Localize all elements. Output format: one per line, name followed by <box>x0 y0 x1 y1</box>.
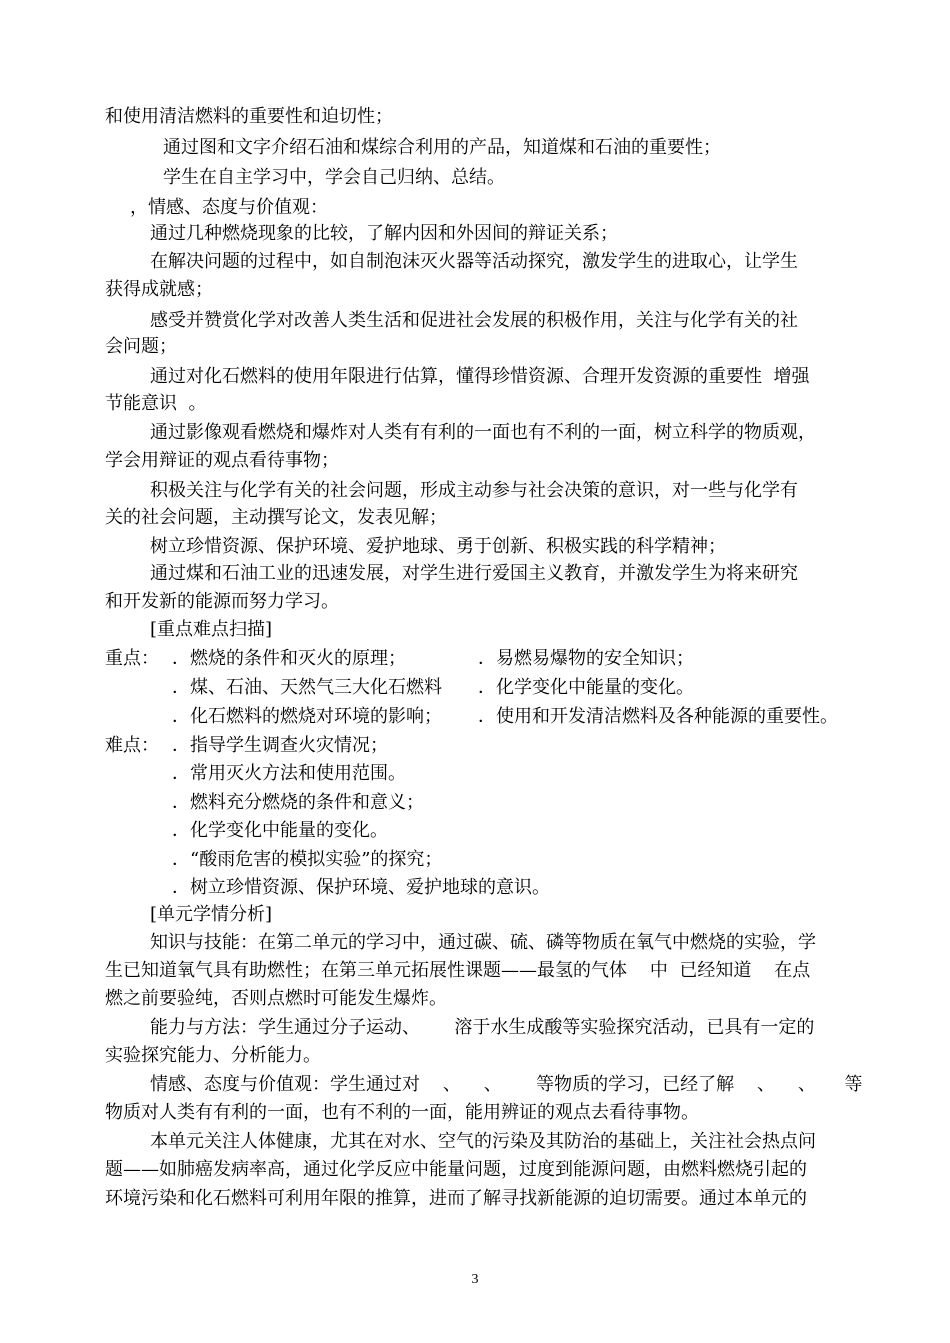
section-heading: [重点难点扫描] <box>150 619 273 640</box>
key-point-item: ．化学变化中能量的变化。 <box>478 677 694 698</box>
difficulty-item: ．燃料充分燃烧的条件和意义； <box>172 792 424 813</box>
text-line: 获得成就感； <box>105 279 213 300</box>
text-line: 环境污染和化石燃料可利用年限的推算，进而了解寻找新能源的迫切需要。通过本单元的 <box>105 1188 807 1209</box>
text-line: 生已知道氧气具有助燃性；在第三单元拓展性课题——最氢的气体 中 已经知道 在点 <box>105 960 811 981</box>
text-line: 树立珍惜资源、保护环境、爱护地球、勇于创新、积极实践的科学精神； <box>150 536 726 557</box>
text-line: 在解决问题的过程中，如自制泡沫灭火器等活动探究，激发学生的进取心，让学生 <box>150 251 798 272</box>
difficulty-item: ．“酸雨危害的模拟实验”的探究； <box>172 849 443 870</box>
key-points-label: 重点： <box>105 648 159 669</box>
text-line: 通过几种燃烧现象的比较，了解内因和外因间的辩证关系； <box>150 223 618 244</box>
key-point-item: ．化石燃料的燃烧对环境的影响； <box>172 706 442 727</box>
key-point-item: ．易燃易爆物的安全知识； <box>478 648 694 669</box>
text-line: 情感、态度与价值观：学生通过对 、 、 等物质的学习，已经了解 、 、 等 <box>150 1074 863 1095</box>
difficulty-item: ．树立珍惜资源、保护环境、爱护地球的意识。 <box>172 877 550 898</box>
text-line: 本单元关注人体健康，尤其在对水、空气的污染及其防治的基础上，关注社会热点问 <box>150 1131 816 1152</box>
text-line: 题——如肺癌发病率高，通过化学反应中能量问题，过度到能源问题，由燃料燃烧引起的 <box>105 1159 807 1180</box>
text-line: 节能意识 。 <box>105 393 207 414</box>
text-line: 通过影像观看燃烧和爆炸对人类有有利的一面也有不利的一面，树立科学的物质观， <box>150 422 816 443</box>
difficulty-item: ．指导学生调查火灾情况； <box>172 735 388 756</box>
text-line: 物质对人类有有利的一面，也有不利的一面，能用辨证的观点去看待事物。 <box>105 1102 699 1123</box>
text-line: 和开发新的能源而努力学习。 <box>105 591 339 612</box>
text-line: 实验探究能力、分析能力。 <box>105 1045 321 1066</box>
page-number: 3 <box>471 1272 479 1287</box>
text-line: 燃之前要验纯，否则点燃时可能发生爆炸。 <box>105 988 447 1009</box>
text-line: 学会用辩证的观点看待事物； <box>105 450 339 471</box>
text-line: 通过对化石燃料的使用年限进行估算，懂得珍惜资源、合理开发资源的重要性 增强 <box>150 366 810 387</box>
key-point-item: ．使用和开发清洁燃料及各种能源的重要性。 <box>478 706 838 727</box>
text-line: 会问题； <box>105 336 177 357</box>
text-line: 知识与技能：在第二单元的学习中，通过碳、硫、磷等物质在氧气中燃烧的实验，学 <box>150 932 816 953</box>
difficulty-item: ．化学变化中能量的变化。 <box>172 820 388 841</box>
key-point-item: ．煤、石油、天然气三大化石燃料 <box>172 677 442 698</box>
difficulties-label: 难点： <box>105 735 159 756</box>
text-line: 学生在自主学习中，学会自己归纳、总结。 <box>163 167 505 188</box>
key-point-item: ．燃烧的条件和灭火的原理； <box>172 648 406 669</box>
text-line: 通过煤和石油工业的迅速发展，对学生进行爱国主义教育，并激发学生为将来研究 <box>150 563 798 584</box>
text-line: 通过图和文字介绍石油和煤综合利用的产品，知道煤和石油的重要性； <box>163 137 721 158</box>
text-line: 关的社会问题，主动撰写论文，发表见解； <box>105 507 447 528</box>
text-line: 和使用清洁燃料的重要性和迫切性； <box>105 106 393 127</box>
text-line: 感受并赞赏化学对改善人类生活和促进社会发展的积极作用，关注与化学有关的社 <box>150 310 798 331</box>
text-line: 积极关注与化学有关的社会问题，形成主动参与社会决策的意识，对一些与化学有 <box>150 480 798 501</box>
section-heading: ，情感、态度与价值观： <box>130 197 328 218</box>
text-line: 能力与方法：学生通过分子运动、 溶于水生成酸等实验探究活动，已具有一定的 <box>150 1017 815 1038</box>
section-heading: [单元学情分析] <box>150 904 273 925</box>
difficulty-item: ．常用灭火方法和使用范围。 <box>172 763 406 784</box>
